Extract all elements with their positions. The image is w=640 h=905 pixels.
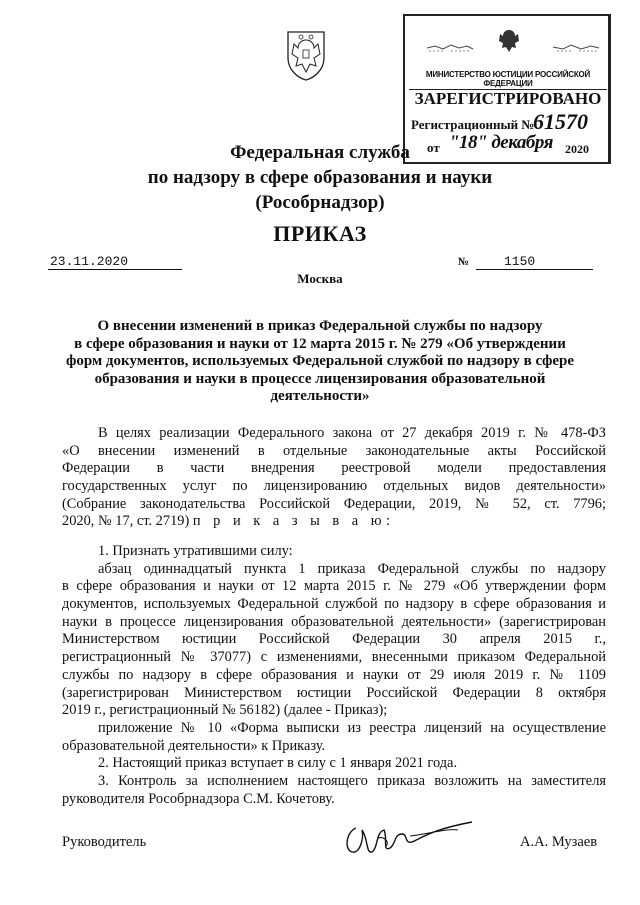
stamp-date-year: 2020 xyxy=(565,142,589,156)
signer-name: А.А. Музаев xyxy=(520,834,598,850)
order-number: 1150 xyxy=(476,254,593,270)
preamble-line: государственных услуг по лицензированию отдельных видов деятельности» xyxy=(62,478,606,495)
order-item-line: в сфере образования и науки от 12 марта 2015 г. № 279 «Об утверждении форм xyxy=(62,578,606,595)
order-item-line: 3. Контроль за исполнением настоящего приказа возложить на заместителя xyxy=(98,772,606,789)
agency-line: (Рособрнадзор) xyxy=(255,192,385,213)
order-items xyxy=(62,543,606,808)
order-date: 23.11.2020 xyxy=(48,254,182,270)
subject-line: в сфере образования и науки от 12 марта 2015 г. № 279 «Об утверждении xyxy=(74,335,566,352)
coat-of-arms-emblem-icon xyxy=(284,28,328,82)
agency-heading xyxy=(100,140,540,215)
stamp-ministry-name: МИНИСТЕРСТВО ЮСТИЦИИ РОССИЙСКОЙ ФЕДЕРАЦИИ xyxy=(409,70,607,90)
order-subject xyxy=(62,318,578,406)
subject-line: О внесении изменений в приказ Федеральной службы по надзору xyxy=(97,318,543,334)
stamp-scribble-icon xyxy=(551,40,601,54)
order-item-line: 1. Признать утратившими силу: xyxy=(98,543,293,559)
order-item-line: 2. Настоящий приказ вступает в силу с 1 января 2021 года. xyxy=(98,755,458,772)
stamp-reg-number-label: Регистрационный № xyxy=(411,117,535,132)
order-number-sign: № xyxy=(458,256,470,268)
preamble-line: Федерации в части внедрения реестровой модели предоставления xyxy=(62,460,606,477)
order-item-line: Министерством юстиции Российской Федерации 30 апреля 2015 г., xyxy=(62,631,606,648)
stamp-date-prefix: от xyxy=(427,140,440,155)
agency-line: по надзору в сфере образования и науки xyxy=(147,167,493,188)
subject-line: форм документов, используемых Федеральной службой по надзору в сфере xyxy=(65,353,575,369)
stamp-date-handwritten: "18" декабря xyxy=(449,132,553,153)
stamp-registered-label: ЗАРЕГИСТРИРОВАНО xyxy=(414,89,602,108)
subject-line: деятельности» xyxy=(270,388,370,404)
order-item-line: (зарегистрирован Министерством юстиции Российской Федерации 8 октября xyxy=(62,684,606,701)
preamble-line: В целях реализации Федерального закона от 27 декабря 2019 г. № 478-ФЗ xyxy=(98,425,606,441)
stamp-emblem-icon xyxy=(497,26,521,54)
order-item-line: абзац одиннадцатый пункта 1 приказа Федеральной службы по надзору xyxy=(98,560,606,577)
order-item-line: регистрационный № 37077) с изменениями, внесенными приказом Федеральной xyxy=(62,649,606,666)
order-word: п р и к а з ы в а ю: xyxy=(192,513,395,530)
stamp-scribble-icon xyxy=(425,40,475,54)
preamble xyxy=(62,425,606,531)
order-item-line: руководителя Рособрнадзора С.М. Кочетову. xyxy=(62,790,335,807)
preamble-line: (Собрание законодательства Российской Федерации, 2019, № 52, ст. 7796; xyxy=(62,495,606,512)
document-type-title: ПРИКАЗ xyxy=(273,221,367,246)
order-item-line: документов, используемых Федеральной службой по надзору в сфере образования и xyxy=(62,596,606,613)
agency-line: Федеральная служба xyxy=(230,142,410,163)
order-item-line: службы по надзору в сфере образования и науки от 29 июля 2019 г. № 1109 xyxy=(62,666,606,683)
stamp-reg-number: 61570 xyxy=(533,109,588,134)
preamble-line-final xyxy=(62,513,606,531)
subject-line: образования и науки в процессе лицензирования образовательной xyxy=(94,370,546,387)
order-item-line: науки в процессе лицензирования образовательной деятельности» (зарегистрирован xyxy=(62,613,606,630)
order-item-line: 2019 г., регистрационный № 56182) (далее - Приказ); xyxy=(62,702,388,719)
order-city: Москва xyxy=(297,271,343,286)
order-item-line: образовательной деятельности» к Приказу. xyxy=(62,737,326,754)
preamble-line: 2020, № 17, ст. 2719) xyxy=(62,513,190,530)
order-item-line: приложение № 10 «Форма выписки из реестра лицензий на осуществление xyxy=(98,719,606,736)
handwritten-signature-icon xyxy=(338,808,478,864)
signer-title: Руководитель xyxy=(62,834,147,850)
preamble-line: «О внесении изменений в отдельные законодательные акты Российской xyxy=(62,442,606,459)
